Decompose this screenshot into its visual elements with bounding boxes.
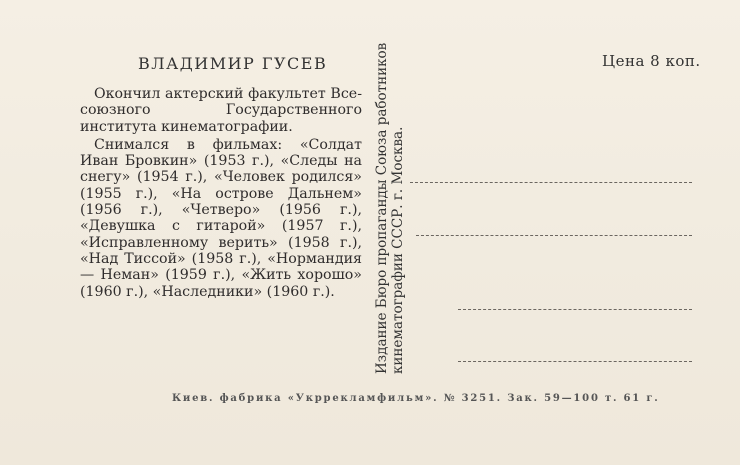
address-line-3 — [458, 309, 692, 310]
printer-imprint: Киев. фабрика «Укррекламфильм». № 3251. Зак. 59—100 т. 61 г. — [172, 393, 660, 404]
address-line-4 — [458, 361, 692, 362]
actor-name: ВЛАДИМИР ГУСЕВ — [138, 54, 328, 73]
publisher-imprint — [374, 42, 414, 374]
publisher-line-1: Издание Бюро пропаганды Союза работников — [374, 42, 390, 374]
publisher-line-2: кинематографии СССР. г. Москва. — [390, 126, 406, 374]
bio-paragraph-education: Окончил актерский факультет Все-союзного Государственного института кинематографии. — [80, 86, 362, 135]
address-line-2 — [416, 235, 692, 236]
biography-text — [80, 86, 362, 302]
address-line-1 — [410, 182, 692, 183]
price-label: Цена 8 коп. — [602, 52, 701, 70]
bio-paragraph-filmography: Снимался в фильмах: «Солдат Иван Бровкин» (1953 г.), «Следы на снегу» (1954 г.), «Человек родился» (1955 г.), «На острове Дальнем» (1956 г.), «Четверо» (1956 г.), «Девушка с гитарой» (1957 г.), «Исправленному верить» (1958 г.), «Над Тиссой» (1958 г.), «Нормандия — Неман» (1959 г.), «Жить хорошо» (1960 г.), «Наследники» (1960 г.). — [80, 136, 362, 300]
